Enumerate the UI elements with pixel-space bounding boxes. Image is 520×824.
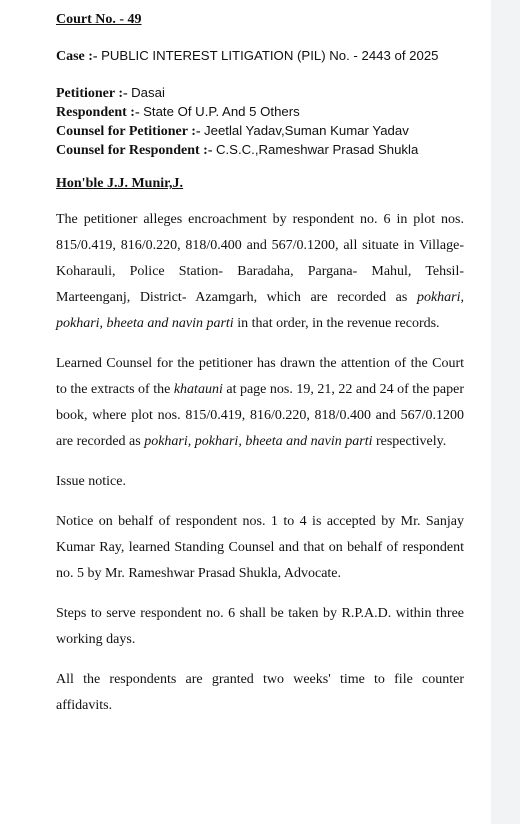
- parties-block: [56, 84, 464, 160]
- para1-emphasis: pokhari, pokhari, bheeta and navin parti: [56, 290, 465, 331]
- para1-text: The petitioner alleges encroachment by respondent no. 6 in plot nos. 815/0.419, 816/0.220, 818/0.400 and 567/0.1200, all situate in Village- Koharauli, Police Station- Baradaha, Pargana- Mahul, Tehsil- Marteenganj, District- Azamgarh, which are recorded as: [56, 212, 464, 305]
- counsel-petitioner-row: [56, 122, 464, 141]
- case-label: Case :-: [56, 49, 98, 64]
- case-title: PUBLIC INTEREST LITIGATION (PIL) No. - 2443 of 2025: [101, 48, 439, 63]
- court-number: Court No. - 49: [56, 12, 142, 27]
- counsel-petitioner-value: Jeetlal Yadav,Suman Kumar Yadav: [204, 123, 409, 138]
- respondent-label: Respondent :-: [56, 105, 140, 120]
- judge-name: Hon'ble J.J. Munir,J.: [56, 176, 184, 191]
- para2-mid: at page nos. 19, 21, 22 and 24 of the paper book, where plot nos. 815/0.419, 816/0.220, 818/0.400 and 567/0.1200 are recorded as: [56, 382, 464, 449]
- petitioner-value: Dasai: [131, 85, 165, 100]
- paragraph-issue-notice: Issue notice.: [56, 474, 126, 489]
- respondent-row: [56, 103, 464, 122]
- paragraph-notice-accepted: Notice on behalf of respondent nos. 1 to 4 is accepted by Mr. Sanjay Kumar Ray, learned Standing Counsel and that on behalf of respondent no. 5 by Mr. Rameshwar Prasad Shukla, Advocate.: [56, 514, 464, 581]
- para1-end: in that order, in the revenue records.: [237, 316, 440, 331]
- paragraph-time-granted: All the respondents are granted two weeks' time to file counter affidavits.: [56, 672, 464, 713]
- document-content: [56, 10, 464, 733]
- paragraph-encroachment: [56, 207, 464, 337]
- case-line: [56, 47, 464, 66]
- counsel-respondent-row: [56, 141, 464, 160]
- para2-emphasis-khatauni: khatauni: [173, 382, 223, 397]
- paragraph-counsel-attention: [56, 351, 464, 455]
- respondent-value: State Of U.P. And 5 Others: [143, 104, 300, 119]
- viewer-margin: [491, 0, 520, 824]
- counsel-respondent-label: Counsel for Respondent :-: [56, 143, 213, 158]
- para2-text: Learned Counsel for the petitioner has drawn the attention of the Court to the extracts of the: [56, 356, 464, 397]
- paragraph-steps-serve: Steps to serve respondent no. 6 shall be taken by R.P.A.D. within three working days.: [56, 606, 464, 647]
- petitioner-label: Petitioner :-: [56, 86, 128, 101]
- petitioner-row: [56, 84, 464, 103]
- para2-end: respectively.: [375, 434, 447, 449]
- para2-emphasis-records: pokhari, pokhari, bheeta and navin parti: [144, 434, 373, 449]
- counsel-petitioner-label: Counsel for Petitioner :-: [56, 124, 201, 139]
- counsel-respondent-value: C.S.C.,Rameshwar Prasad Shukla: [215, 142, 419, 157]
